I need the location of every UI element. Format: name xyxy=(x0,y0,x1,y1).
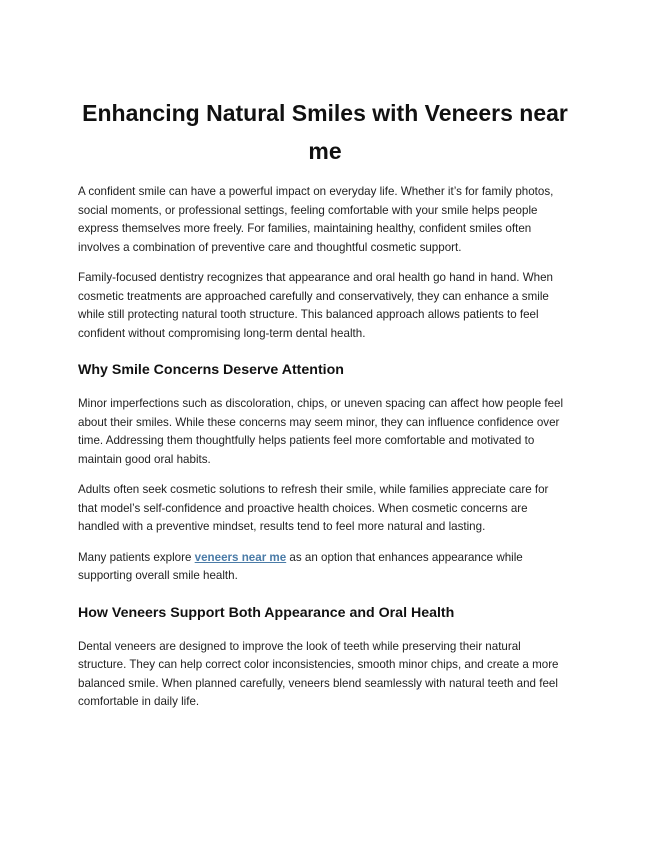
section-heading-why: Why Smile Concerns Deserve Attention xyxy=(78,362,344,378)
document-body xyxy=(78,183,568,724)
veneers-near-me-link[interactable]: veneers near me xyxy=(194,550,287,564)
page-title: Enhancing Natural Smiles with Veneers near me xyxy=(82,100,568,164)
why-paragraph-3 xyxy=(78,549,568,586)
section-heading-how: How Veneers Support Both Appearance and Oral Health xyxy=(78,604,455,621)
why-paragraph-3-after: as an option that enhances appearance while supporting overall smile health. xyxy=(78,550,523,582)
intro-paragraph-2: Family-focused dentistry recognizes that appearance and oral health go hand in hand. When cosmetic treatments are approached carefully and conservatively, they can enhance a smile while still protecting natural tooth structure. This balanced approach allows patients to feel confident without compromising long-term dental health. xyxy=(78,271,553,340)
why-paragraph-1: Minor imperfections such as discoloration, chips, or uneven spacing can affect how people feel about their smiles. While these concerns may seem minor, they can influence confidence over time. Addressing them thoughtfully helps patients feel more comfortable and motivated to maintain good oral habits. xyxy=(78,397,564,466)
why-paragraph-2: Adults often seek cosmetic solutions to refresh their smile, while families appreciate care for that model’s self-confidence and proactive health choices. When cosmetic concerns are handled with a preventive mindset, results tend to feel more natural and lasting. xyxy=(78,483,549,533)
why-paragraph-3-before: Many patients explore xyxy=(78,550,195,564)
how-paragraph-1: Dental veneers are designed to improve the look of teeth while preserving their natural structure. They can help correct color inconsistencies, smooth minor chips, and create a more balanced smile. When planned carefully, veneers blend seamlessly with natural teeth and feel comfortable in daily life. xyxy=(78,639,559,708)
intro-paragraph-1: A confident smile can have a powerful impact on everyday life. Whether it’s for family photos, social moments, or professional settings, feeling comfortable with your smile helps people express themselves more freely. For families, maintaining healthy, confident smiles often involves a combination of preventive care and thoughtful cosmetic support. xyxy=(78,185,554,254)
